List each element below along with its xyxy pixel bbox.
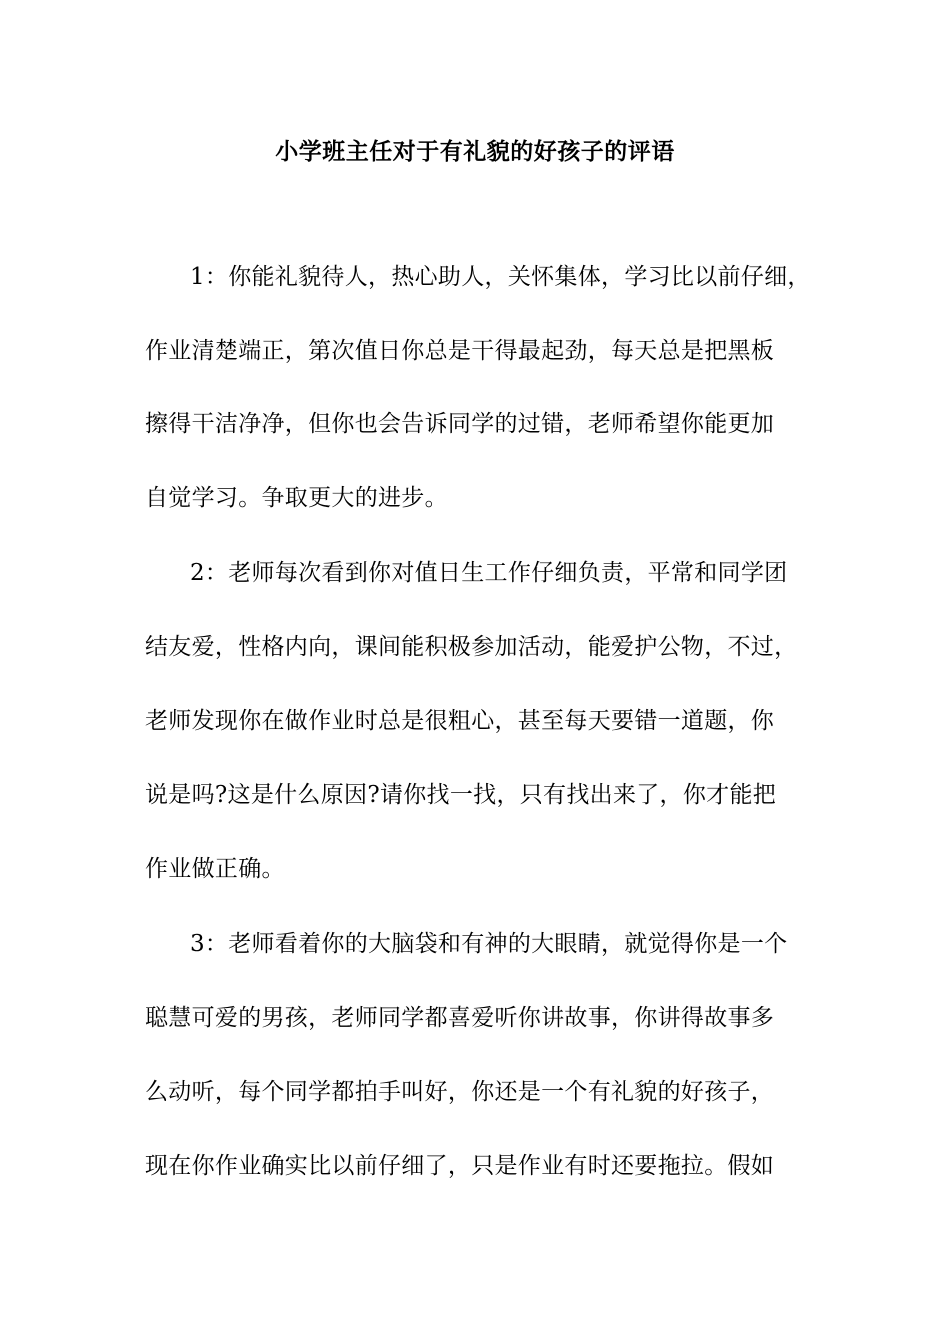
paragraph-2-line-2: 结友爱，性格内向，课间能积极参加活动，能爱护公物，不过， bbox=[145, 634, 798, 660]
paragraph-1-line-2: 作业清楚端正，第次值日你总是干得最起劲，每天总是把黑板 bbox=[145, 338, 775, 364]
paragraph-2-line-5: 作业做正确。 bbox=[145, 856, 285, 882]
paragraph-3-line-4: 现在你作业确实比以前仔细了，只是作业有时还要拖拉。假如 bbox=[145, 1153, 775, 1179]
paragraph-1-line-4: 自觉学习。争取更大的进步。 bbox=[145, 485, 448, 511]
document-title: 小学班主任对于有礼貌的好孩子的评语 bbox=[275, 138, 675, 165]
paragraph-1-line-1: 1：你能礼貌待人，热心助人，关怀集体，学习比以前仔细， bbox=[190, 264, 811, 290]
paragraph-1-line-3: 擦得干洁净净，但你也会告诉同学的过错，老师希望你能更加 bbox=[145, 411, 775, 437]
paragraph-3-line-3: 么动听，每个同学都拍手叫好，你还是一个有礼貌的好孩子， bbox=[145, 1079, 775, 1105]
paragraph-3-line-2: 聪慧可爱的男孩，老师同学都喜爱听你讲故事，你讲得故事多 bbox=[145, 1005, 775, 1031]
paragraph-3-line-1: 3：老师看着你的大脑袋和有神的大眼睛，就觉得你是一个 bbox=[190, 931, 788, 957]
paragraph-2-line-1: 2：老师每次看到你对值日生工作仔细负责，平常和同学团 bbox=[190, 560, 788, 586]
paragraph-2-line-3: 老师发现你在做作业时总是很粗心，甚至每天要错一道题，你 bbox=[145, 708, 775, 734]
paragraph-2-line-4: 说是吗?这是什么原因?请你找一找，只有找出来了，你才能把 bbox=[145, 782, 777, 808]
